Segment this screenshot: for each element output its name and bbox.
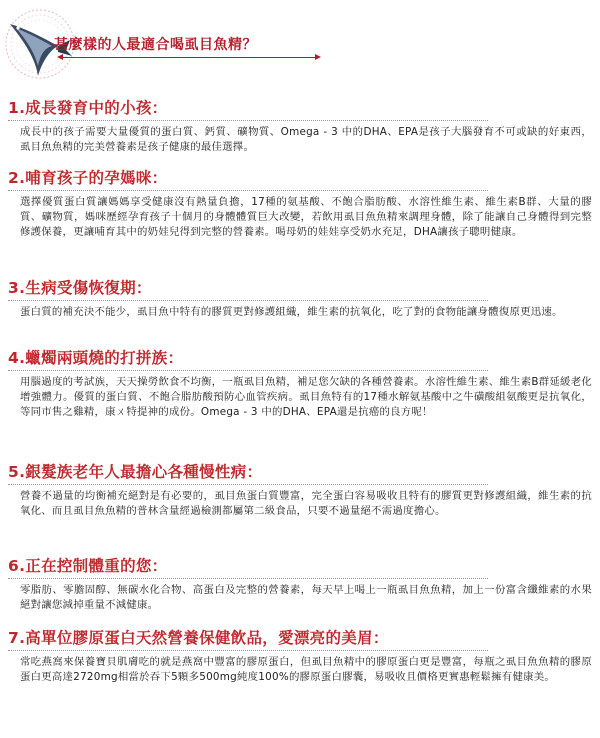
section-hard-workers [0,346,600,452]
section-divider [8,190,488,191]
section-divider [8,370,488,371]
section-body: 蛋白質的補充決不能少，虱目魚中特有的膠質更對修護組織，維生素的抗氧化，吃了對的食物能讓身體復原更迅速。 [20,306,563,318]
section-body: 零脂肪、零膽固醇、無碳水化合物、高蛋白及完整的營養素，每天早上喝上一瓶虱目魚魚精，加上一份富含纖維素的水果絕對讓您減掉重量不減健康。 [20,584,592,611]
section-body: 營養不過量的均衡補充絕對是有必要的，虱目魚蛋白質豐富，完全蛋白容易吸收且特有的膠質更對修護組織，維生素的抗氧化、而且虱目魚魚精的普林含量經過檢測都屬第二級食品，只要不過量絕不需過度擔心。 [20,490,592,517]
section-recovery [0,276,600,342]
section-title: 3.生病受傷恢復期： [8,279,152,297]
section-body: 選擇優質蛋白質讓媽媽享受健康沒有熱量負擔，17種的氨基酸、不飽合脂肪酸、水溶性維生素、維生素B群、大量的膠質、礦物質，媽咪歷經孕育孩子十個月的身體體質巨大改變，若飲用虱目魚魚精來調理身體，除了能讓自己身體得到完整修護保養，更讓哺育其中的奶娃兒得到完整的營養素。喝母奶的娃娃享受奶水充足，DHA讓孩子聰明健康。 [20,196,592,238]
section-divider [8,650,488,651]
section-divider [8,300,488,301]
section-divider [8,578,488,579]
section-title: 1.成長發育中的小孩： [8,99,168,117]
section-seniors [0,460,600,550]
page-title: 甚麼樣的人最適合喝虱目魚精？ [54,37,257,53]
section-title: 7.高單位膠原蛋白天然營養保健飲品，愛漂亮的美眉： [8,629,389,647]
title-underline [62,57,316,58]
section-collagen-beauty [0,626,600,732]
section-title: 6.正在控制體重的您： [8,557,168,575]
section-body: 成長中的孩子需要大量優質的蛋白質、鈣質、礦物質、Omega - 3 中的DHA、EPA是孩子大腦發育不可或缺的好東西，虱目魚魚精的完美營養素是孩子健康的最佳選擇。 [20,126,592,153]
section-title: 5.銀髮族老年人最擔心各種慢性病： [8,463,263,481]
section-divider [8,484,488,485]
section-title: 2.哺育孩子的孕媽咪： [8,169,168,187]
header [0,0,600,88]
section-title: 4.蠟燭兩頭燒的打拼族： [8,349,184,367]
section-nursing-mothers [0,166,600,272]
section-divider [8,120,488,121]
section-growing-children [0,96,600,162]
section-body: 用腦過度的考試族，天天操勞飲食不均衡，一瓶虱目魚精，補足您欠缺的各種營養素。水溶性維生素、維生素B群延緩老化增強體力。優質的蛋白質、不飽合脂肪酸預防心血管疾病。虱目魚特有的17種水解氨基酸中之牛磺酸組氨酸更是抗氧化，等同市售之雞精，康ㄨ特提神的成份。Omega - 3 中的DHA、EPA還是抗癌的良方呢！ [20,376,592,418]
section-weight-control [0,554,600,620]
section-body: 常吃燕窩來保養寶貝肌膚吃的就是燕窩中豐富的膠原蛋白，但虱目魚精中的膠原蛋白更是豐富，每瓶之虱目魚魚精的膠原蛋白更高達2720mg相當於吞下5顆多500mg純度100%的膠原蛋白膠囊，易吸收且價格更實惠輕鬆擁有健康美。 [20,656,592,683]
